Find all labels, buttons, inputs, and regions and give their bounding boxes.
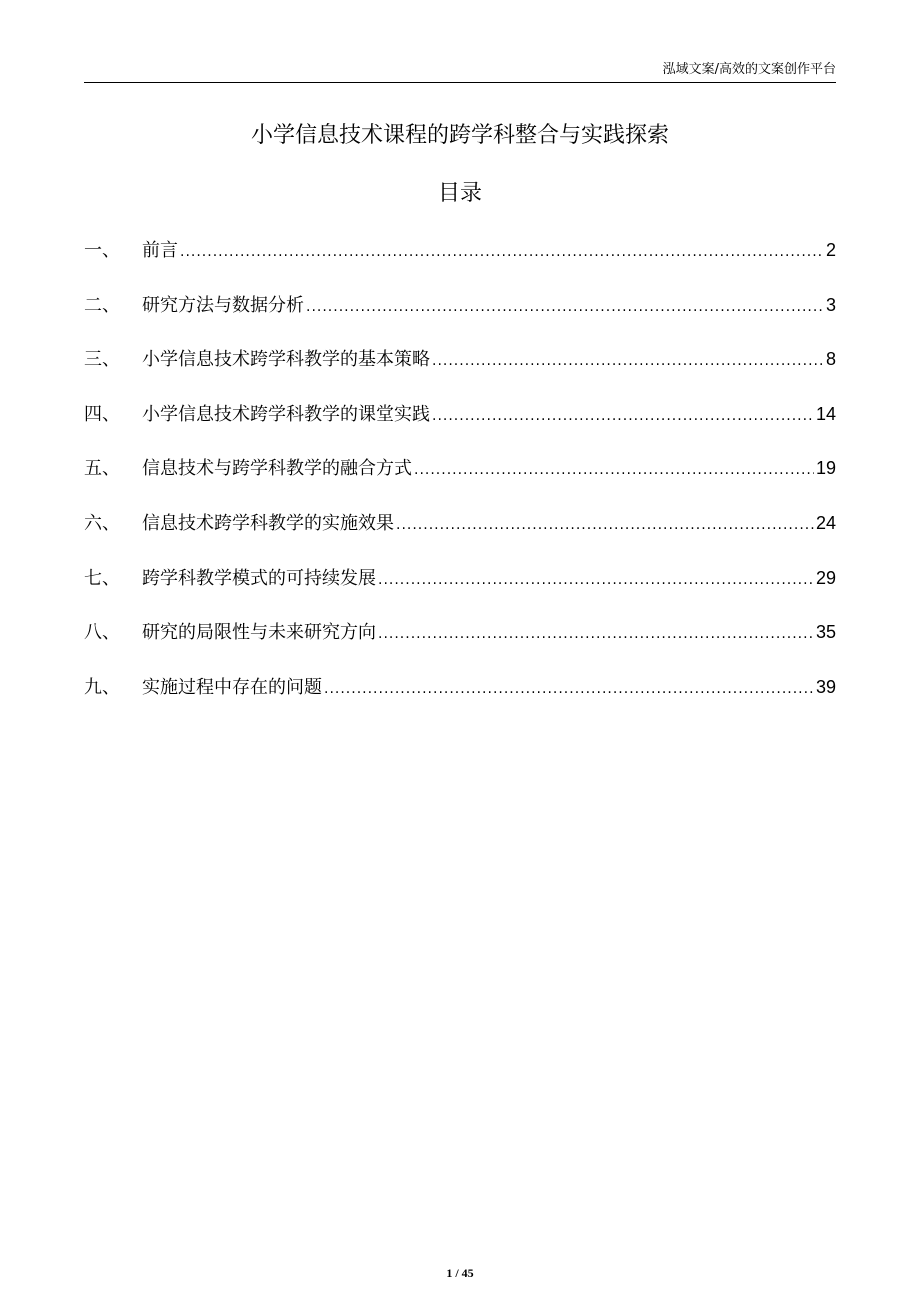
toc-entry-title: 小学信息技术跨学科教学的课堂实践 — [142, 403, 430, 425]
toc-entry-number: 七、 — [84, 567, 120, 589]
toc-entry-8[interactable] — [84, 612, 836, 667]
toc-dot-leader — [324, 669, 814, 709]
toc-entry-7[interactable] — [84, 558, 836, 613]
toc-entry-number: 四、 — [84, 403, 120, 425]
toc-entry-number: 五、 — [84, 458, 120, 480]
table-of-contents — [84, 230, 836, 721]
toc-entry-number: 三、 — [84, 349, 120, 371]
toc-entry-page: 14 — [815, 403, 836, 424]
toc-entry-page: 8 — [825, 349, 836, 370]
toc-dot-leader — [396, 505, 814, 545]
toc-heading: 目录 — [437, 181, 482, 206]
toc-entry-4[interactable] — [84, 394, 836, 449]
document-title: 小学信息技术课程的跨学科整合与实践探索 — [250, 123, 669, 148]
toc-entry-title: 小学信息技术跨学科教学的基本策略 — [142, 349, 430, 371]
toc-dot-leader — [414, 450, 814, 490]
toc-entry-title: 实施过程中存在的问题 — [142, 676, 322, 698]
toc-dot-leader — [306, 287, 824, 327]
toc-entry-page: 3 — [825, 294, 836, 315]
toc-entry-page: 29 — [815, 567, 836, 588]
toc-entry-number: 九、 — [84, 676, 120, 698]
toc-entry-title: 前言 — [142, 240, 178, 261]
toc-entry-1[interactable] — [84, 230, 836, 285]
toc-entry-page: 2 — [825, 240, 836, 260]
toc-dot-leader — [378, 560, 814, 600]
toc-entry-page: 24 — [815, 512, 836, 533]
toc-entry-title: 信息技术跨学科教学的实施效果 — [142, 512, 394, 534]
toc-entry-title: 研究的局限性与未来研究方向 — [142, 622, 376, 644]
toc-entry-number: 六、 — [84, 512, 120, 534]
toc-dot-leader — [432, 396, 814, 436]
page-number-indicator: 1 / 45 — [446, 1266, 474, 1280]
toc-dot-leader — [432, 341, 824, 381]
toc-dot-leader — [180, 232, 824, 272]
toc-entry-number: 二、 — [84, 294, 120, 316]
toc-entry-title: 信息技术与跨学科教学的融合方式 — [142, 458, 412, 480]
toc-entry-6[interactable] — [84, 503, 836, 558]
toc-entry-3[interactable] — [84, 339, 836, 394]
toc-entry-page: 39 — [815, 676, 836, 697]
toc-entry-number: 一、 — [84, 240, 120, 261]
header-divider — [84, 82, 836, 83]
toc-entry-page: 35 — [815, 622, 836, 643]
page-header-text: 泓域文案/高效的文案创作平台 — [662, 62, 836, 77]
toc-entry-title: 研究方法与数据分析 — [142, 294, 304, 316]
toc-entry-9[interactable] — [84, 667, 836, 722]
toc-entry-number: 八、 — [84, 622, 120, 644]
toc-entry-5[interactable] — [84, 448, 836, 503]
toc-entry-2[interactable] — [84, 285, 836, 340]
toc-dot-leader — [378, 614, 814, 654]
toc-entry-title: 跨学科教学模式的可持续发展 — [142, 567, 376, 589]
toc-entry-page: 19 — [815, 458, 836, 479]
